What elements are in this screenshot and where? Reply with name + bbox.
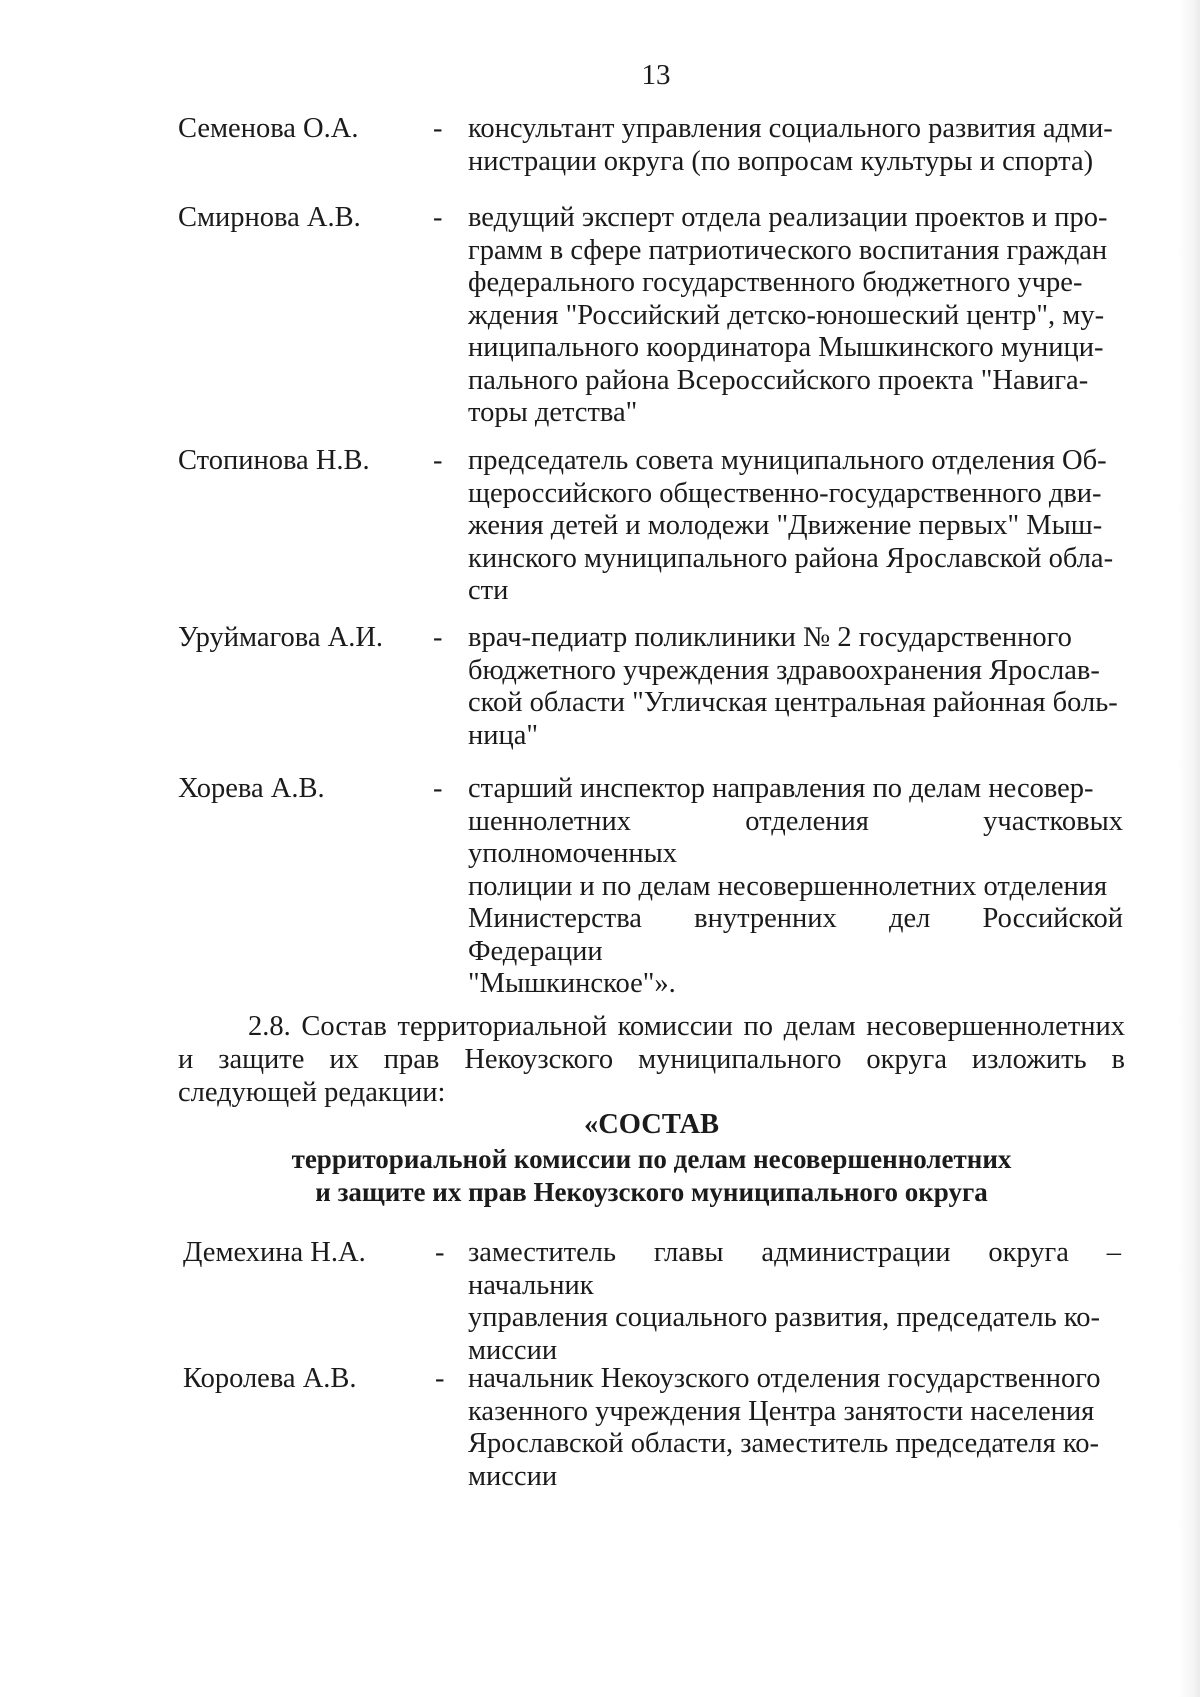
description-line: председатель совета муниципального отделения Об- <box>468 445 1107 476</box>
description-line: управления социального развития, председатель ко- <box>468 1302 1100 1333</box>
paragraph-line: и защите их прав Некоузского муниципального округа изложить в следующей <box>178 1044 1125 1108</box>
member-entry <box>178 202 1128 434</box>
paragraph-line: 2.8. Состав территориальной комиссии по делам несовершеннолетних <box>248 1011 1125 1042</box>
description-line: миссии <box>468 1460 558 1492</box>
member-description <box>468 773 1123 1001</box>
description-line: шеннолетних отделения участковых уполномоченных <box>468 805 1123 869</box>
member-entry <box>178 445 1128 613</box>
member-entry <box>178 113 1128 183</box>
description-line: казенного учреждения Центра занятости населения <box>468 1395 1095 1427</box>
member-dash: - <box>433 202 443 233</box>
member-name: Хорева А.В. <box>178 773 325 804</box>
description-line: пального района Всероссийского проекта "Навига- <box>468 364 1089 396</box>
description-line: врач-педиатр поликлиники № 2 государственного <box>468 622 1072 653</box>
member-name: Уруймагова А.И. <box>178 622 384 653</box>
member-name: Смирнова А.В. <box>178 202 361 233</box>
description-line: полиции и по делам несовершеннолетних отделения <box>468 870 1108 902</box>
description-line: "Мышкинское"». <box>468 968 676 999</box>
member-dash: - <box>433 622 443 653</box>
description-line: начальник Некоузского отделения государственного <box>468 1363 1101 1394</box>
description-line: ведущий эксперт отдела реализации проектов и про- <box>468 202 1108 233</box>
description-line: грамм в сфере патриотического воспитания граждан <box>468 234 1108 266</box>
description-line: миссии <box>468 1334 558 1366</box>
paragraph-line: редакции: <box>324 1077 446 1108</box>
member-description <box>468 1363 1121 1493</box>
description-line: Министерства внутренних дел Российской Федерации <box>468 903 1123 967</box>
description-line: нистрации округа (по вопросам культуры и спорта) <box>468 145 1094 177</box>
description-line: бюджетного учреждения здравоохранения Ярослав- <box>468 654 1100 686</box>
member-dash: - <box>433 773 443 804</box>
description-line: жения детей и молодежи "Движение первых" Мыш- <box>468 510 1103 541</box>
description-line: федерального государственного бюджетного учре- <box>468 267 1083 298</box>
member-description <box>468 1237 1121 1367</box>
scan-edge-shadow <box>1178 0 1200 1697</box>
section-heading-subtitle: территориальной комиссии по делам несовершеннолетних <box>291 1144 1012 1174</box>
description-line: старший инспектор направления по делам несовер- <box>468 773 1094 804</box>
description-line: торы детства" <box>468 397 638 428</box>
paragraph-2-8 <box>178 1010 1125 1109</box>
section-heading-title: «СОСТАВ <box>583 1109 720 1140</box>
member-dash: - <box>433 113 443 144</box>
description-line: кинского муниципального района Ярославской обла- <box>468 542 1114 574</box>
description-line: ждения "Российский детско-юношеский центр", му- <box>468 299 1105 331</box>
member-name: Семенова О.А. <box>178 113 359 144</box>
description-line: ниципального координатора Мышкинского муници- <box>468 332 1104 363</box>
member-name: Демехина Н.А. <box>183 1237 366 1268</box>
description-line: Ярославской области, заместитель председателя ко- <box>468 1428 1099 1459</box>
description-line: ница" <box>468 719 539 751</box>
member-description <box>468 445 1123 608</box>
member-dash: - <box>433 445 443 476</box>
member-dash: - <box>435 1363 445 1394</box>
member-entry <box>183 1363 1128 1498</box>
page-number: 13 <box>641 59 671 91</box>
description-line: щероссийского общественно-государственного дви- <box>468 477 1102 509</box>
member-name: Стопинова Н.В. <box>178 445 370 476</box>
section-heading-subtitle: и защите их прав Некоузского муниципального округа <box>315 1177 988 1207</box>
member-entry <box>178 773 1128 999</box>
member-dash: - <box>435 1237 445 1268</box>
member-description <box>468 113 1123 178</box>
member-entry <box>183 1237 1128 1366</box>
description-line: заместитель главы администрации округа – начальник <box>468 1237 1121 1301</box>
member-name: Королева А.В. <box>183 1363 357 1394</box>
description-line: сти <box>468 575 509 606</box>
member-description <box>468 202 1123 430</box>
description-line: консультант управления социального развития адми- <box>468 113 1113 144</box>
description-line: ской области "Угличская центральная районная боль- <box>468 687 1118 718</box>
member-entry <box>178 622 1128 757</box>
member-description <box>468 622 1123 752</box>
